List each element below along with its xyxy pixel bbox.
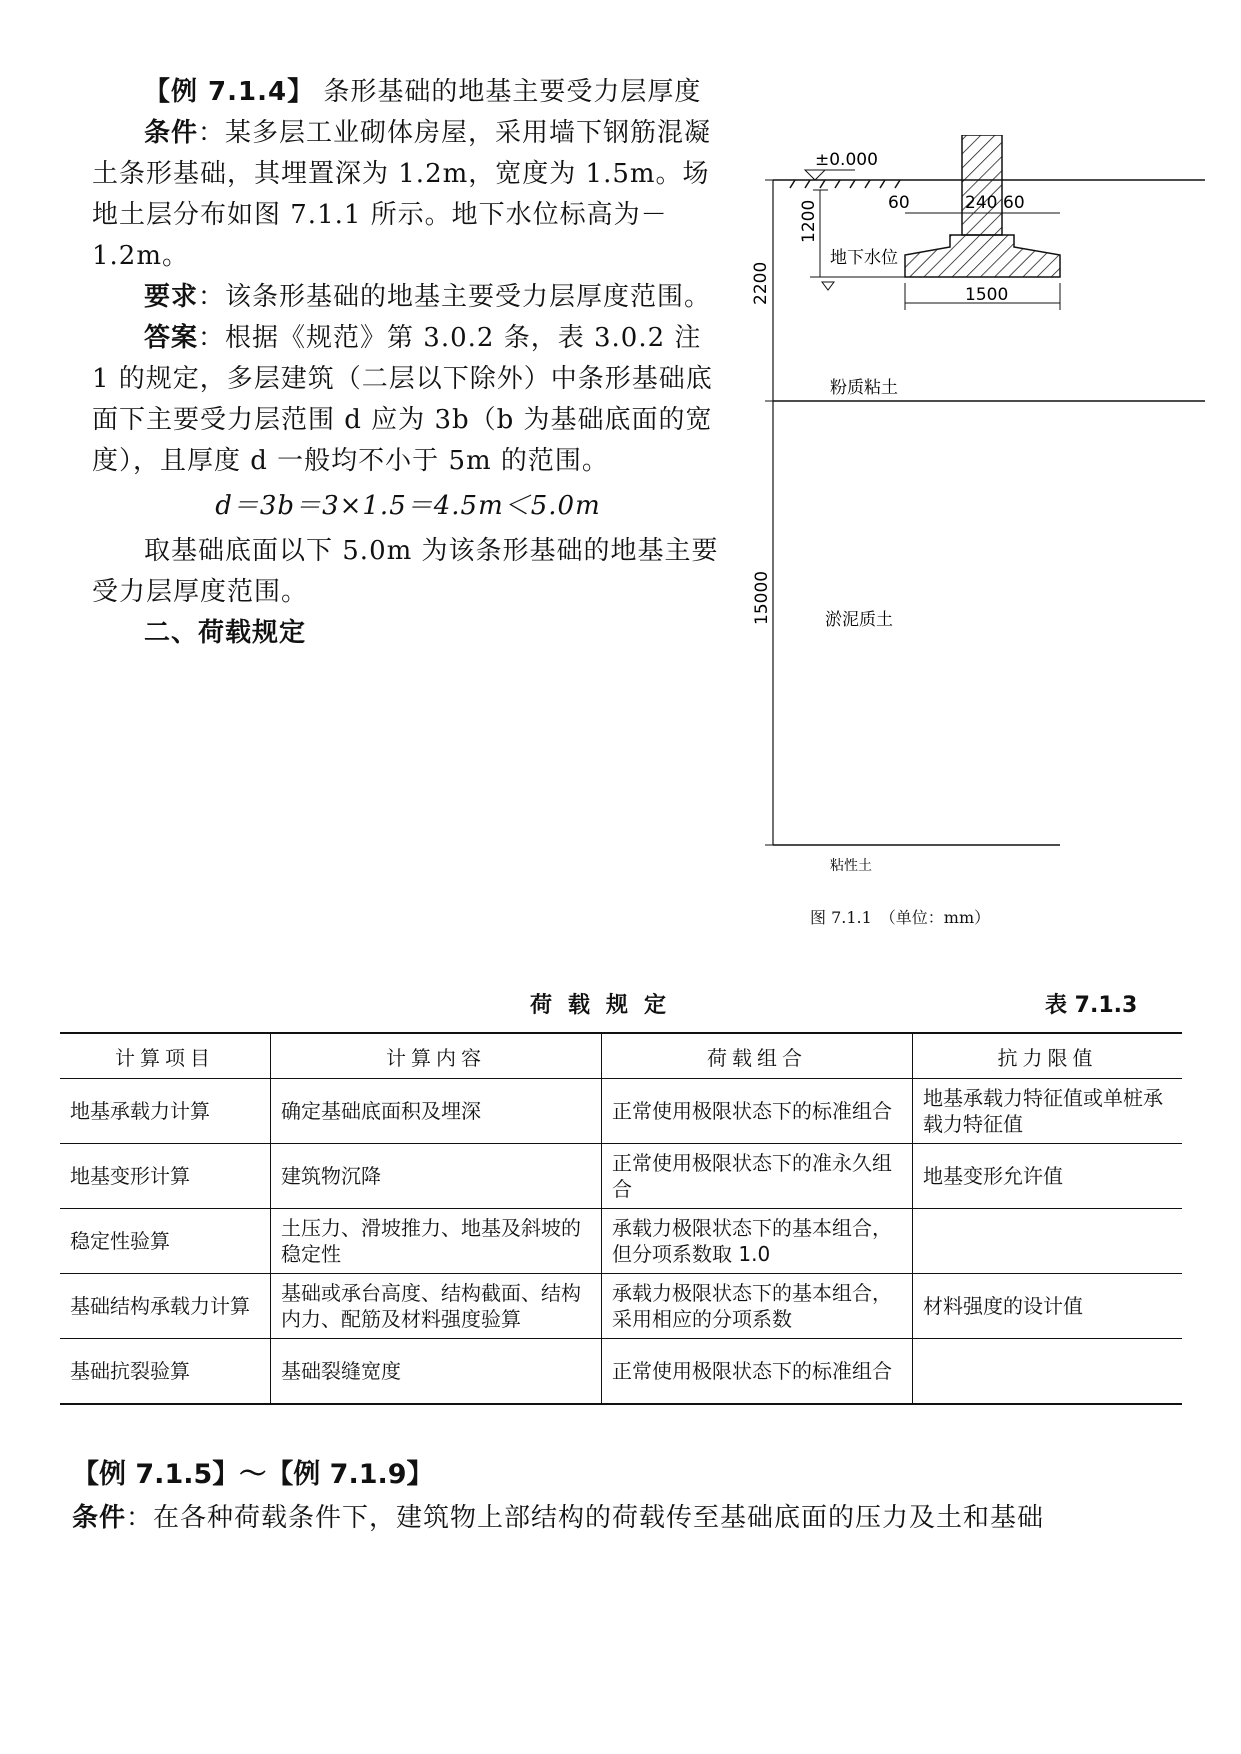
dim-1200: 1200 <box>799 199 819 243</box>
next-condition-label: 条件 <box>72 1503 127 1533</box>
answer-text: ：根据《规范》第 3.0.2 条，表 3.0.2 注 1 的规定，多层建筑（二层以下除外）中条形基础底面下主要受力层范围 d 应为 3b（b 为基础底面的宽度），且厚度 d 一般均不小于 5m 的范围。 <box>92 323 713 476</box>
table-cell: 土压力、滑坡推力、地基及斜坡的稳定性 <box>271 1209 602 1274</box>
table-row <box>60 1339 1182 1405</box>
elevation-label: ±0.000 <box>815 150 878 170</box>
table-cell: 地基承载力特征值或单桩承载力特征值 <box>913 1079 1183 1144</box>
table-cell: 确定基础底面积及埋深 <box>271 1079 602 1144</box>
next-example-title: 【例 7.1.5】～【例 7.1.9】 <box>72 1459 434 1490</box>
formula: d＝3b＝3×1.5＝4.5m＜5.0m <box>215 491 601 521</box>
table-cell: 正常使用极限状态下的标准组合 <box>602 1079 913 1144</box>
table-cell <box>913 1209 1183 1274</box>
table-cell: 基础或承台高度、结构截面、结构内力、配筋及材料强度验算 <box>271 1274 602 1339</box>
answer-paragraph <box>92 318 724 482</box>
table-row <box>60 1144 1182 1209</box>
table-cell: 地基承载力计算 <box>60 1079 271 1144</box>
layer-mucky-soil: 淤泥质土 <box>825 610 893 630</box>
requirement-text: ：该条形基础的地基主要受力层厚度范围。 <box>198 282 712 312</box>
table-cell: 基础结构承载力计算 <box>60 1274 271 1339</box>
table-cell: 承载力极限状态下的基本组合，采用相应的分项系数 <box>602 1274 913 1339</box>
table-cell: 承载力极限状态下的基本组合，但分项系数取 1.0 <box>602 1209 913 1274</box>
requirement-paragraph <box>92 277 724 318</box>
example-text-block <box>92 72 724 654</box>
table-cell: 地基变形允许值 <box>913 1144 1183 1209</box>
dim-60-left: 60 <box>888 193 910 213</box>
table-cell: 地基变形计算 <box>60 1144 271 1209</box>
soil-profile-figure <box>740 135 1210 895</box>
conclusion-paragraph: 取基础底面以下 5.0m 为该条形基础的地基主要受力层厚度范围。 <box>92 536 719 607</box>
requirement-label: 要求 <box>144 282 199 312</box>
table-cell: 正常使用极限状态下的标准组合 <box>602 1339 913 1405</box>
dim-240: 240 <box>965 193 998 213</box>
condition-paragraph <box>92 113 724 277</box>
dim-2200: 2200 <box>751 261 771 305</box>
table-cell: 基础抗裂验算 <box>60 1339 271 1405</box>
header-load-combination: 荷载组合 <box>602 1033 913 1079</box>
table-cell: 正常使用极限状态下的准永久组合 <box>602 1144 913 1209</box>
load-specification-table <box>60 1032 1182 1405</box>
header-calc-item: 计算项目 <box>60 1033 271 1079</box>
table-cell: 基础裂缝宽度 <box>271 1339 602 1405</box>
table-row <box>60 1079 1182 1144</box>
table-header-row <box>60 1033 1182 1079</box>
next-condition-text: ：在各种荷载条件下，建筑物上部结构的荷载传至基础底面的压力及土和基础 <box>126 1503 1045 1533</box>
table-cell: 稳定性验算 <box>60 1209 271 1274</box>
next-example-condition <box>72 1497 1044 1534</box>
table-title: 荷载规定 <box>530 993 683 1018</box>
example-title-text: 条形基础的地基主要受力层厚度 <box>323 77 702 107</box>
layer-silty-clay: 粉质粘土 <box>830 378 898 398</box>
example-title <box>92 72 724 113</box>
condition-label: 条件 <box>144 118 199 148</box>
example-tag: 【例 7.1.4】 <box>144 77 315 107</box>
dim-1500: 1500 <box>965 285 1009 305</box>
table-cell: 建筑物沉降 <box>271 1144 602 1209</box>
table-row <box>60 1209 1182 1274</box>
table-cell: 材料强度的设计值 <box>913 1274 1183 1339</box>
layer-clay: 粘性土 <box>830 858 872 874</box>
table-number: 表 7.1.3 <box>1045 993 1138 1018</box>
header-calc-content: 计算内容 <box>271 1033 602 1079</box>
dim-15000: 15000 <box>752 570 772 625</box>
water-table-label: 地下水位 <box>830 248 898 268</box>
figure-caption: 图 7.1.1 （单位：mm） <box>810 908 991 927</box>
section-heading: 二、荷载规定 <box>144 618 307 648</box>
condition-text: ：某多层工业砌体房屋，采用墙下钢筋混凝土条形基础，其埋置深为 1.2m，宽度为 1.5m。场地土层分布如图 7.1.1 所示。地下水位标高为－1.2m。 <box>92 118 712 271</box>
dim-60-right: 60 <box>1003 193 1025 213</box>
answer-label: 答案 <box>144 323 199 353</box>
table-cell <box>913 1339 1183 1405</box>
header-resistance-limit: 抗力限值 <box>913 1033 1183 1079</box>
table-row <box>60 1274 1182 1339</box>
